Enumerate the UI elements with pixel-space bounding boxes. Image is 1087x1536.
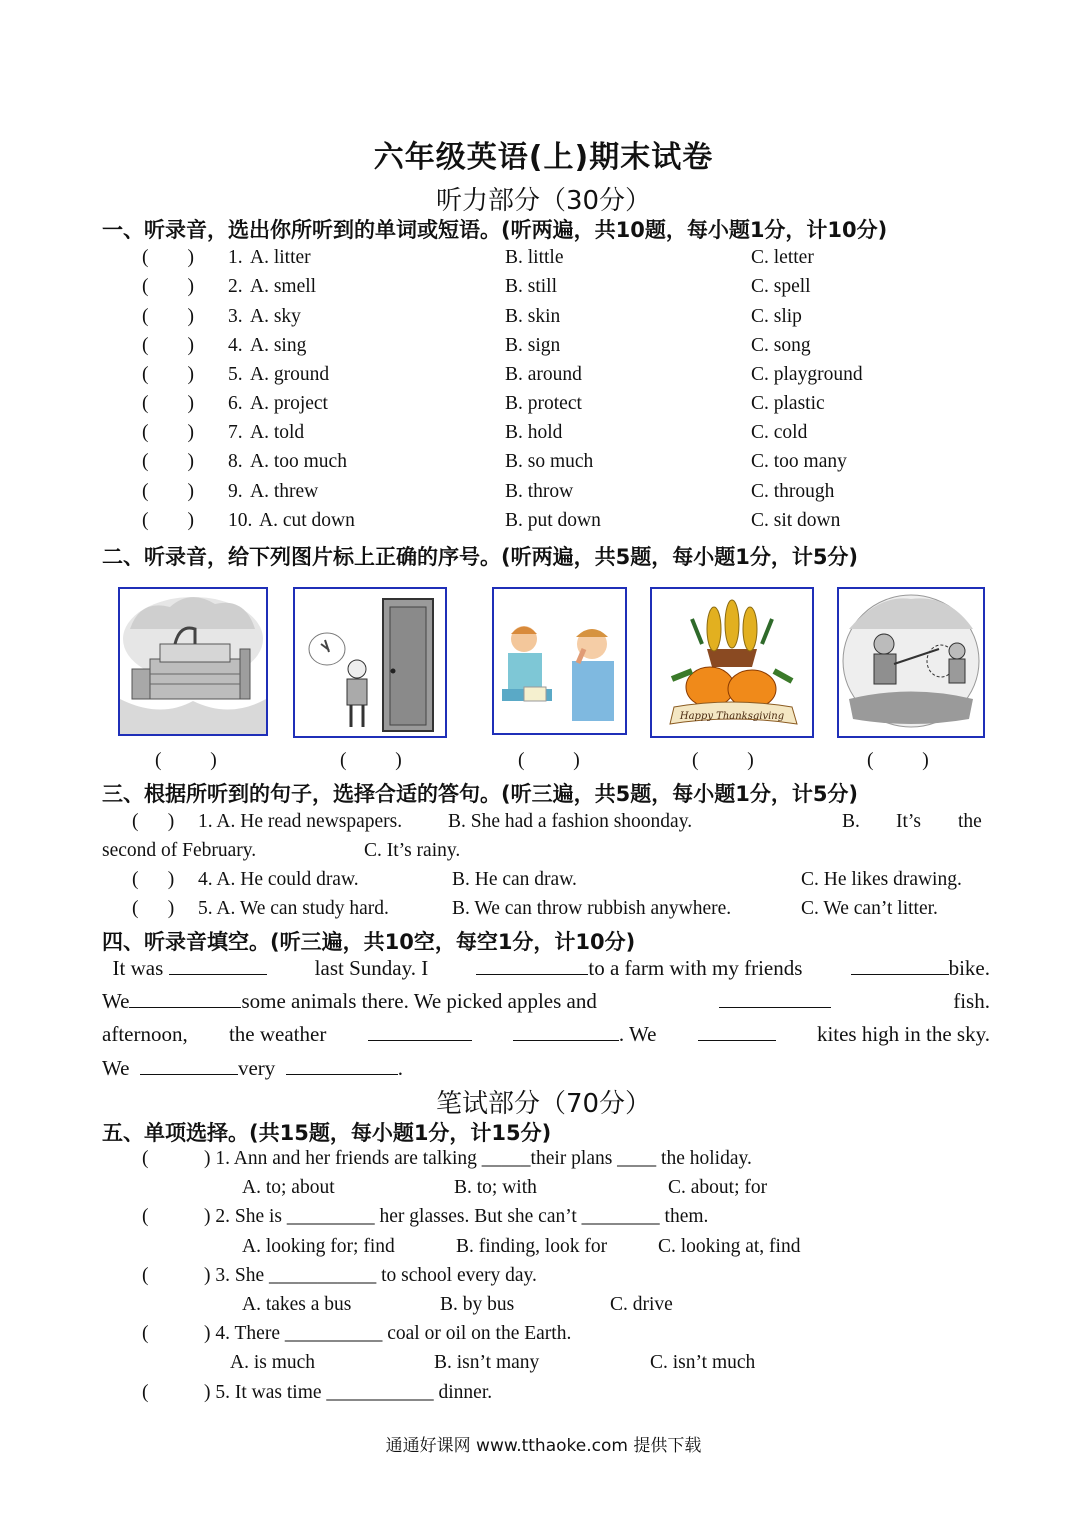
s1-question-number: 5. bbox=[228, 364, 243, 385]
s5-option-a: A. to; about bbox=[242, 1177, 335, 1198]
s1-question-number: 6. bbox=[228, 393, 243, 414]
s5-option-b: B. to; with bbox=[454, 1177, 537, 1198]
s2-answer-paren: ( ) bbox=[518, 750, 580, 771]
s5-option-b: B. by bus bbox=[440, 1294, 515, 1315]
s5-option-b: B. finding, look for bbox=[456, 1236, 608, 1257]
listening-part-heading: 听力部分（30分） bbox=[435, 186, 652, 216]
section5-heading: 五、单项选择。(共15题，每小题1分，计15分) bbox=[102, 1121, 552, 1145]
s1-option-a: A. sing bbox=[250, 335, 307, 356]
s2-answer-paren: ( ) bbox=[867, 750, 929, 771]
s5-option-a: A. takes a bus bbox=[242, 1294, 352, 1315]
cloze-text-9: kites high in the sky. bbox=[816, 1022, 990, 1046]
picture-boy-keys-door bbox=[293, 587, 447, 738]
s5-answer-paren: ( bbox=[142, 1148, 149, 1169]
written-part-heading: 笔试部分（70分） bbox=[435, 1089, 652, 1119]
cloze-line2-c: fish. bbox=[953, 989, 990, 1013]
s1-question-number: 8. bbox=[228, 451, 243, 472]
s1-option-b: B. so much bbox=[505, 451, 594, 472]
s5-question: ) 2. She is _________ her glasses. But she can’t ________ them. bbox=[204, 1206, 709, 1227]
cloze-text-12: . bbox=[397, 1056, 404, 1080]
cloze-line2-b bbox=[719, 989, 831, 1014]
s1-answer-paren: ( ) bbox=[142, 393, 194, 414]
s1-option-c: C. playground bbox=[751, 364, 863, 385]
s1-option-a: A. project bbox=[250, 393, 328, 414]
s3-q1-option-a: 1. A. He read newspapers. bbox=[198, 811, 403, 832]
s1-option-b: B. around bbox=[505, 364, 582, 385]
cloze-text-10: We bbox=[102, 1056, 130, 1080]
s3-q4-paren: ( ) bbox=[132, 869, 175, 890]
s3-q5-option-b: B. We can throw rubbish anywhere. bbox=[452, 898, 732, 919]
s5-option-c: C. looking at, find bbox=[658, 1236, 801, 1257]
s5-option-a: A. is much bbox=[230, 1352, 316, 1373]
page-footer: 通通好课网 www.tthaoke.com 提供下载 bbox=[385, 1436, 702, 1456]
s5-question: ) 5. It was time ___________ dinner. bbox=[204, 1382, 493, 1403]
s2-answer-paren: ( ) bbox=[340, 750, 402, 771]
s1-answer-paren: ( ) bbox=[142, 510, 194, 531]
s1-option-a: A. ground bbox=[250, 364, 330, 385]
cloze-blank-8[interactable] bbox=[698, 1022, 776, 1041]
picture-fishing bbox=[837, 587, 985, 738]
s3-q4-option-c: C. He likes drawing. bbox=[801, 869, 962, 890]
s5-option-c: C. drive bbox=[610, 1294, 673, 1315]
thanksgiving-banner-text: Happy Thanksgiving bbox=[679, 711, 785, 722]
s5-question: ) 3. She ___________ to school every day. bbox=[204, 1265, 537, 1286]
s1-option-b: B. sign bbox=[505, 335, 561, 356]
s1-option-c: C. song bbox=[751, 335, 811, 356]
picture-thanksgiving bbox=[650, 587, 814, 738]
s5-option-a: A. looking for; find bbox=[242, 1236, 395, 1257]
s1-answer-paren: ( ) bbox=[142, 422, 194, 443]
cloze-text-11: very bbox=[237, 1056, 276, 1080]
s2-answer-paren: ( ) bbox=[155, 750, 217, 771]
s1-option-c: C. through bbox=[751, 481, 835, 502]
s1-option-b: B. put down bbox=[505, 510, 601, 531]
s1-option-a: A. told bbox=[250, 422, 305, 443]
s1-question-number: 9. bbox=[228, 481, 243, 502]
s1-answer-paren: ( ) bbox=[142, 247, 194, 268]
s3-q1-continuation: second of February. bbox=[102, 840, 257, 861]
s1-answer-paren: ( ) bbox=[142, 364, 194, 385]
s1-answer-paren: ( ) bbox=[142, 335, 194, 356]
cloze-line2-a: We some animals there. We picked apples and bbox=[102, 989, 597, 1013]
s5-answer-paren: ( bbox=[142, 1206, 149, 1227]
s1-option-b: B. still bbox=[505, 276, 558, 297]
s3-q1-word-2: It’s bbox=[896, 811, 921, 832]
s1-answer-paren: ( ) bbox=[142, 481, 194, 502]
s3-q1-option-c: C. It’s rainy. bbox=[364, 840, 461, 861]
s1-question-number: 1. bbox=[228, 247, 243, 268]
s1-option-a: A. litter bbox=[250, 247, 311, 268]
cloze-blank-4[interactable] bbox=[129, 989, 241, 1008]
cloze-blank-10[interactable] bbox=[286, 1056, 398, 1075]
cloze-blank-7[interactable] bbox=[513, 1022, 619, 1041]
cloze-line3-a: afternoon, bbox=[102, 1022, 188, 1046]
s1-question-number: 3. bbox=[228, 306, 243, 327]
s1-option-c: C. too many bbox=[751, 451, 847, 472]
s1-option-c: C. plastic bbox=[751, 393, 825, 414]
s3-q5-option-a: 5. A. We can study hard. bbox=[198, 898, 389, 919]
s5-answer-paren: ( bbox=[142, 1323, 149, 1344]
s5-option-c: C. about; for bbox=[668, 1177, 768, 1198]
section3-heading: 三、根据所听到的句子，选择合适的答句。(听三遍，共5题，每小题1分，计5分) bbox=[102, 782, 859, 806]
s1-option-a: A. sky bbox=[250, 306, 301, 327]
cloze-line3-d: . We bbox=[513, 1022, 657, 1047]
s3-q5-paren: ( ) bbox=[132, 898, 175, 919]
s1-option-b: B. little bbox=[505, 247, 564, 268]
s3-q1-word-3: the bbox=[958, 811, 982, 832]
s1-answer-paren: ( ) bbox=[142, 451, 194, 472]
s1-option-b: B. hold bbox=[505, 422, 563, 443]
s1-option-c: C. slip bbox=[751, 306, 802, 327]
cloze-blank-6[interactable] bbox=[368, 1022, 472, 1041]
s5-question: ) 4. There __________ coal or oil on the Earth. bbox=[204, 1323, 572, 1344]
section2-heading: 二、听录音，给下列图片标上正确的序号。(听两遍，共5题，每小题1分，计5分) bbox=[102, 545, 859, 569]
s1-question-number: 4. bbox=[228, 335, 243, 356]
s1-option-b: B. protect bbox=[505, 393, 582, 414]
s1-option-a: A. too much bbox=[250, 451, 347, 472]
s1-option-c: C. letter bbox=[751, 247, 814, 268]
s2-answer-paren: ( ) bbox=[692, 750, 754, 771]
s1-answer-paren: ( ) bbox=[142, 276, 194, 297]
picture-building bbox=[118, 587, 268, 736]
s1-question-number: 7. bbox=[228, 422, 243, 443]
cloze-line3-c bbox=[368, 1022, 472, 1047]
s1-option-b: B. skin bbox=[505, 306, 561, 327]
cloze-text-2: last Sunday. I bbox=[314, 956, 429, 980]
s5-question: ) 1. Ann and her friends are talking _____their plans ____ the holiday. bbox=[204, 1148, 752, 1169]
s3-q4-option-a: 4. A. He could draw. bbox=[198, 869, 359, 890]
page-title: 六年级英语(上)期末试卷 bbox=[373, 140, 714, 175]
s5-answer-paren: ( bbox=[142, 1265, 149, 1286]
s5-option-b: B. isn’t many bbox=[434, 1352, 540, 1373]
cloze-line3-e bbox=[698, 1022, 776, 1047]
cloze-blank-3[interactable] bbox=[851, 956, 949, 975]
cloze-blank-5[interactable] bbox=[719, 989, 831, 1008]
s1-option-a: A. threw bbox=[250, 481, 319, 502]
section4-heading: 四、听录音填空。(听三遍，共10空，每空1分，计10分) bbox=[102, 930, 636, 954]
s1-option-c: C. spell bbox=[751, 276, 811, 297]
s1-option-c: C. cold bbox=[751, 422, 808, 443]
s1-question-number: 2. bbox=[228, 276, 243, 297]
s3-q1-option-b: B. She had a fashion shoonday. bbox=[448, 811, 693, 832]
s3-q1-paren: ( ) bbox=[132, 811, 175, 832]
s1-answer-paren: ( ) bbox=[142, 306, 194, 327]
s1-option-b: B. throw bbox=[505, 481, 574, 502]
s1-option-a: A. cut down bbox=[259, 510, 355, 531]
picture-two-men-sick bbox=[492, 587, 627, 735]
s1-option-a: A. smell bbox=[250, 276, 317, 297]
s1-option-c: C. sit down bbox=[751, 510, 841, 531]
cloze-line1-left: It was bbox=[102, 956, 267, 981]
s3-q4-option-b: B. He can draw. bbox=[452, 869, 577, 890]
s5-answer-paren: ( bbox=[142, 1382, 149, 1403]
cloze-line3-b: the weather bbox=[228, 1022, 327, 1046]
cloze-blank-2[interactable] bbox=[476, 956, 588, 975]
cloze-line1-right: bike. bbox=[851, 956, 990, 981]
cloze-blank-9[interactable] bbox=[140, 1056, 238, 1075]
cloze-blank-1[interactable] bbox=[169, 956, 267, 975]
s1-question-number: 10. bbox=[228, 510, 253, 531]
s3-q1-word-1: B. bbox=[842, 811, 860, 832]
s3-q5-option-c: C. We can’t litter. bbox=[801, 898, 938, 919]
cloze-line1-mid: to a farm with my friends bbox=[476, 956, 802, 981]
s5-option-c: C. isn’t much bbox=[650, 1352, 756, 1373]
section1-heading: 一、听录音，选出你所听到的单词或短语。(听两遍，共10题，每小题1分，计10分) bbox=[102, 218, 888, 242]
